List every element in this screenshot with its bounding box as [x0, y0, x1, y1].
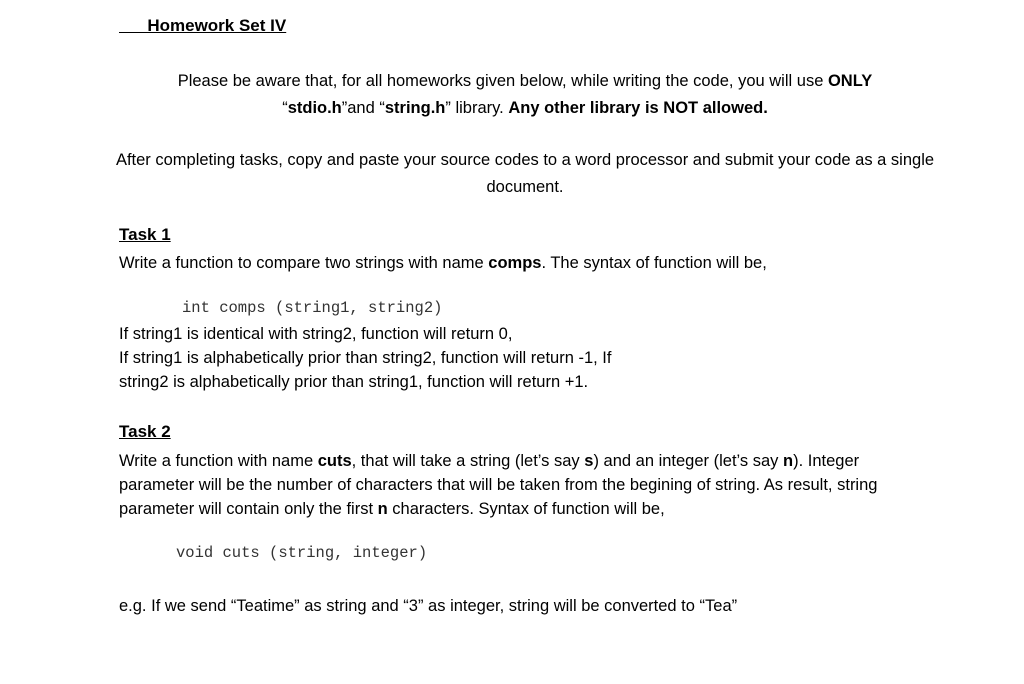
task2-function-name: cuts — [317, 452, 352, 470]
task1-desc-pre: Write a function to compare two strings with name — [119, 254, 489, 272]
task1-code-syntax: int comps (string1, string2) — [182, 299, 443, 317]
task1-rule-2: If string1 is alphabetically prior than string2, function will return -1, If — [119, 349, 612, 367]
task1-function-name: comps — [488, 254, 542, 272]
task1-rule-1: If string1 is identical with string2, function will return 0, — [119, 325, 513, 343]
task1-rule-3: string2 is alphabetically prior than string1, function will return +1. — [119, 373, 589, 391]
task2-code-syntax: void cuts (string, integer) — [176, 544, 428, 562]
intro-bold-stdio: stdio.h — [287, 99, 342, 117]
intro-paragraph — [110, 68, 940, 122]
task2-desc-3: ) and an integer (let’s say — [593, 452, 784, 470]
task1-heading: Task 1 — [119, 225, 171, 244]
task2-example: e.g. If we send “Teatime” as string and “3” as integer, string will be converted to “Tea” — [119, 597, 738, 615]
task2-var-n: n — [783, 452, 794, 470]
intro-text-3: ”and “ — [341, 99, 385, 117]
task1-description — [119, 251, 919, 275]
task1-rules — [119, 322, 919, 394]
page-title: Homework Set IV — [119, 16, 287, 35]
intro-text-4: ” library. — [445, 99, 509, 117]
task1-desc-post: . The syntax of function will be, — [541, 254, 767, 272]
task2-heading: Task 2 — [119, 422, 171, 441]
task2-description — [119, 449, 919, 521]
task2-var-s: s — [584, 452, 594, 470]
intro-bold-only: ONLY — [827, 72, 873, 90]
intro-bold-warning: Any other library is NOT allowed. — [508, 99, 768, 117]
task2-var-n-2: n — [377, 500, 388, 518]
intro-text-1: Please be aware that, for all homeworks given below, while writing the code, you will use — [177, 72, 828, 90]
intro-bold-string: string.h — [384, 99, 446, 117]
intro-text-2: “ — [282, 99, 288, 117]
submit-instructions: After completing tasks, copy and paste your source codes to a word processor and submit your code as a single document. — [115, 151, 935, 196]
task2-desc-5: characters. Syntax of function will be, — [387, 500, 665, 518]
task2-desc-1: Write a function with name — [119, 452, 318, 470]
task2-desc-4: ). Integer parameter will be the number of characters that will be taken from the begining of string. As result, string parameter will contain only the first — [119, 452, 878, 518]
task2-desc-2: , that will take a string (let’s say — [351, 452, 585, 470]
